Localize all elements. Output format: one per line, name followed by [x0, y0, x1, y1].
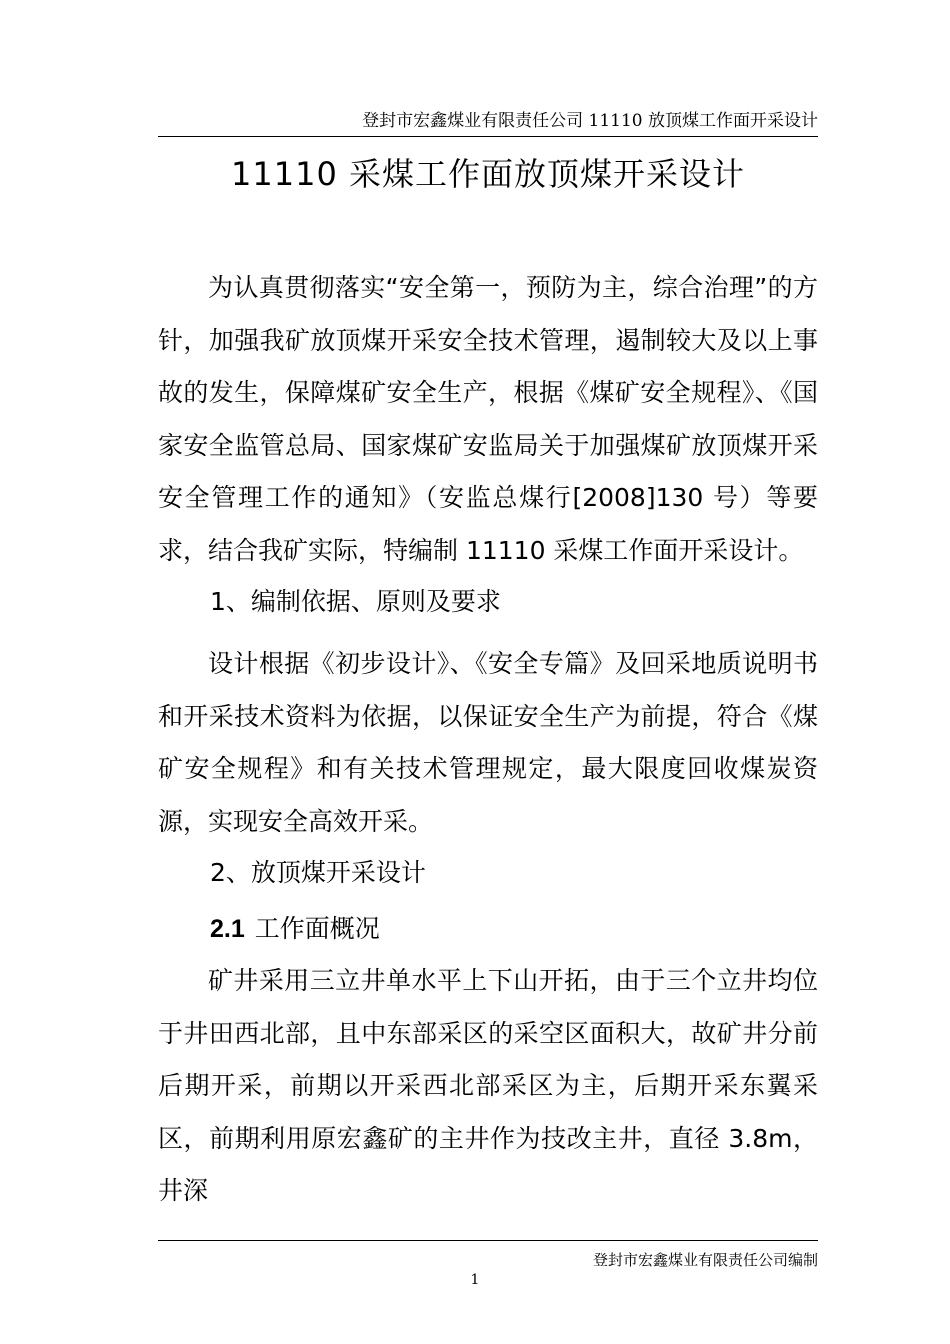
subsection-2-1-body: 矿井采用三立井单水平上下山开拓，由于三个立井均位于井田西北部，且中东部采区的采空区面积大，故矿井分前后期开采，前期以开采西北部采区为主，后期开采东翼采区，前期利用原宏鑫矿的主井作为技改主井，直径 3.8m，井深 — [158, 966, 818, 1205]
subsection-2-1-heading — [210, 903, 380, 956]
footer-divider — [158, 1240, 818, 1241]
page-number: 1 — [470, 1272, 480, 1288]
document-title: 11110 采煤工作面放顶煤开采设计 — [231, 155, 745, 193]
section-1-body: 设计根据《初步设计》、《安全专篇》及回采地质说明书和开采技术资料为依据，以保证安全生产为前提，符合《煤矿安全规程》和有关技术管理规定，最大限度回收煤炭资源，实现安全高效开采。 — [158, 649, 818, 836]
footer-text: 登封市宏鑫煤业有限责任公司编制 — [592, 1251, 818, 1269]
section-1-heading: 1、编制依据、原则及要求 — [210, 587, 501, 616]
section-2-heading: 2、放顶煤开采设计 — [210, 858, 426, 887]
subsection-number: 2.1 — [210, 915, 245, 943]
subsection-title: 工作面概况 — [254, 914, 380, 943]
running-header: 登封市宏鑫煤业有限责任公司 11110 放顶煤工作面开采设计 — [158, 107, 818, 137]
intro-paragraph: 为认真贯彻落实“安全第一，预防为主，综合治理”的方针，加强我矿放顶煤开采安全技术管理，遏制较大及以上事故的发生，保障煤矿安全生产，根据《煤矿安全规程》、《国家安全监管总局、国家煤矿安监局关于加强煤矿放顶煤开采安全管理工作的通知》（安监总煤行[2008]130 号）等要求，结合我矿实际，特编制 11110 采煤工作面开采设计。 — [158, 273, 818, 565]
